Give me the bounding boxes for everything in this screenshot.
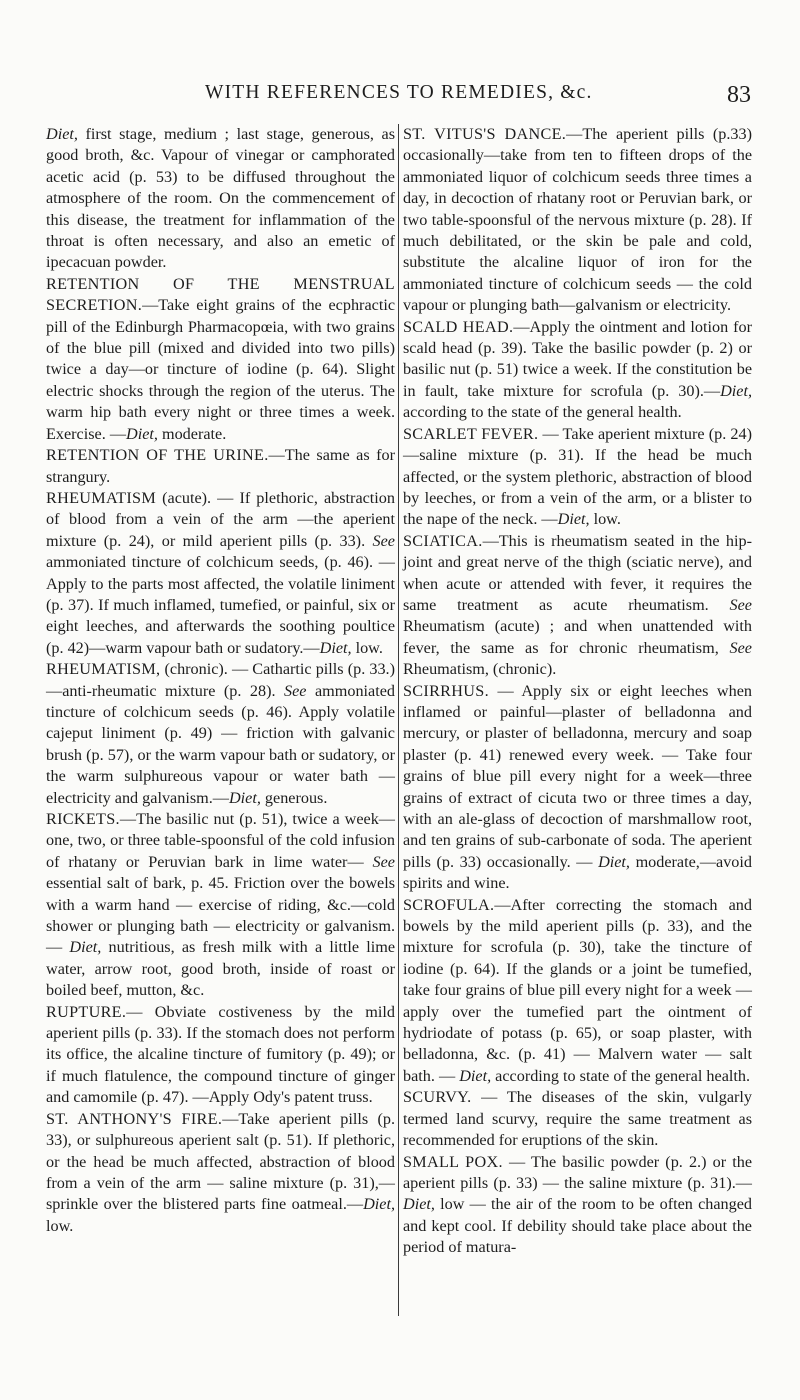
italic-term: Diet, — [720, 381, 752, 400]
entry — [46, 274, 395, 445]
right-column — [403, 124, 752, 1259]
entry-text: — Take aperient mixture (p. 24)—saline mixture (p. 31). If the head be much affected, or the system plethoric, abstraction of blood by leeches, or from a vein of the arm, or a blister to the nape of the neck. — — [403, 424, 753, 529]
italic-term: Diet, — [459, 1066, 492, 1085]
entry-heading: SCIATICA. — [403, 531, 483, 550]
entry-text: — Obviate costiveness by the mild aperient pills (p. 33). If the stomach does not perform its office, the alcaline tincture of fumitory (p. 49); or if much flatulence, the compound tincture of ginger and camomile (p. 47). —Apply Ody's patent truss. — [46, 1002, 395, 1107]
entry-text: low — the air of the room to be often changed and kept cool. If debility should take place about the period of matura- — [403, 1195, 752, 1257]
entry-heading: SCROFULA. — [403, 895, 495, 914]
entry-text: — The basilic powder (p. 2.) or the aperient pills (p. 33) — the saline mixture (p. 31).— — [403, 1152, 752, 1192]
italic-term: Diet, — [46, 125, 78, 143]
entry-heading: SMALL POX. — [403, 1152, 503, 1171]
entry — [403, 1087, 752, 1151]
entry — [403, 895, 752, 1088]
entry-text: —Take aperient pills (p. 33), or sulphureous aperient salt (p. 51). If plethoric, or the head be much affected, abstraction of blood from a vein of the arm — saline mixture (p. 31),—sprinkle over the blistered parts fine oatmeal.— — [46, 1109, 395, 1214]
entry-text: (acute). — If plethoric, abstraction of blood from a vein of the arm —the aperient mixture (p. 24), or mild aperient pills (p. 33). — [46, 488, 395, 550]
italic-term: See — [729, 638, 752, 657]
italic-term: Diet, — [126, 424, 158, 443]
entry-text: —The aperient pills (p.33) occasionally—take from ten to fifteen drops of the ammoniated liquor of colchicum seeds three times a day, in decoction of rhatany root or Peruvian bark, or two table-spoonsful of the nervous mixture (p. 28). If much debilitated, or the skin be pale and cold, substitute the alcaline liquor of iron for the ammoniated tincture of colchicum seeds — the cold vapour or plunging bath—galvanism or electricity. — [403, 125, 752, 315]
entry — [403, 424, 752, 531]
running-head: WITH REFERENCES TO REMEDIES, &c. — [205, 82, 593, 103]
entry — [46, 124, 395, 274]
entry-text: —After correcting the stomach and bowels by the mild aperient pills (p. 33), and the mixture for scrofula (p. 30), take the tincture of iodine (p. 64). If the glands or a joint be tumefied, take four grains of blue pill every night for a week — apply over the tumefied part the ointment of hydriodate of potass (p. 65), or soap plaster, with belladonna, &c. (p. 41) — Malvern water — salt bath. — — [403, 895, 752, 1085]
entry — [403, 681, 752, 895]
entry-heading: SCARLET FEVER. — [403, 424, 539, 443]
entry-text: according to state of the general health. — [491, 1066, 751, 1085]
entry — [46, 445, 395, 488]
entry-heading: SCURVY. — [403, 1088, 472, 1107]
italic-term: Diet, — [228, 788, 261, 807]
entry-heading: RHEUMATISM — [46, 488, 157, 507]
entry-heading: SCIRRHUS. — [403, 681, 489, 700]
entry-text: moderate. — [157, 424, 227, 443]
italic-term: See — [284, 681, 307, 700]
entry-text: low. — [46, 1216, 74, 1235]
entry-text: —Apply the ointment and lotion for scald head (p. 39). Take the basilic powder (p. 2) or basilic nut (p. 51) twice a week. If the constitution be in fault, take mixture for scrofula (p. 30).— — [403, 317, 752, 400]
entry-heading: SCALD HEAD. — [403, 317, 514, 336]
entry-text: low. — [351, 638, 383, 657]
entry-text: Rheumatism (acute) ; and when unattended with fever, the same as for chronic rheumatism, — [403, 617, 752, 657]
entry-text: moderate,—avoid spirits and wine. — [403, 852, 752, 893]
entry — [403, 531, 752, 681]
entry-text: —The same as for strangury. — [46, 446, 395, 486]
italic-term: Diet, — [363, 1195, 395, 1214]
entry-text: low. — [589, 510, 621, 529]
italic-term: See — [372, 852, 395, 871]
entry-text: — The diseases of the skin, vulgarly termed land scurvy, require the same treatment as recommended for eruptions of the skin. — [403, 1088, 752, 1150]
entry-text: — Apply six or eight leeches when inflamed or painful—plaster of belladonna and mercury, or plaster of belladonna, mercury and soap plaster (p. 41) renewed every week. — Take four grains of blue pill every night for a week—three grains of extract of cicuta two or three times a day, with an ale-glass of decoction of marshmallow root, and ten grains of sub-carbonate of soda. The aperient pills (p. 33) occasionally. — — [403, 681, 752, 871]
entry — [403, 317, 752, 424]
entry-text: generous. — [260, 788, 328, 807]
entry-text: —Take eight grains of the ecphractic pill of the Edinburgh Pharmacopœia, with two grains of the blue pill (mixed and divided into two pills) twice a day—or tincture of iodine (p. 64). Slight electric shocks through the region of the uterus. The warm hip bath every night or three times a week. Exercise. — — [46, 296, 395, 443]
entry-text: (chronic). — Cathartic pills (p. 33.)—anti-rheumatic mixture (p. 28). — [46, 660, 395, 700]
column-divider — [398, 124, 399, 1316]
entry-text: ammoniated tincture of colchicum seeds, (p. 46). — Apply to the parts most affected, the volatile liniment (p. 37). If much inflamed, tumefied, or painful, six or eight leeches, and afterwards the soothing poultice (p. 42)—warm vapour bath or sudatory.— — [46, 553, 395, 657]
entry-text: —This is rheumatism seated in the hip-joint and great nerve of the thigh (sciatic nerve), and when acute or attended with fever, it requires the same treatment as acute rheumatism. — [403, 531, 752, 614]
italic-term: Diet, — [557, 510, 590, 529]
entry-heading: ST. VITUS'S DANCE. — [403, 125, 567, 143]
entry-text: first stage, medium ; last stage, generous, as good broth, &c. Vapour of vinegar or camphorated acetic acid (p. 53) to be diffused throughout the atmosphere of the room. On the commencement of this disease, the treatment for inflammation of the throat is often necessary, and also an emetic of ipecacuan powder. — [46, 125, 395, 272]
italic-term: Diet, — [598, 852, 630, 871]
italic-term: Diet, — [69, 938, 102, 957]
entry-text: according to the state of the general health. — [403, 403, 682, 422]
italic-term: See — [372, 531, 395, 550]
entry-heading: RHEUMATISM, — [46, 660, 161, 679]
left-column — [46, 124, 395, 1237]
italic-term: See — [729, 595, 752, 614]
entry — [46, 1002, 395, 1109]
entry-heading: RETENTION OF THE MENSTRUAL SECRETION. — [46, 274, 395, 315]
entry — [46, 809, 395, 1002]
entry — [46, 659, 395, 809]
entry — [46, 488, 395, 659]
page-number: 83 — [727, 82, 751, 108]
entry-text: ammoniated tincture of colchicum seeds (p. 46). Apply volatile cajeput liniment (p. 49) — friction with galvanic brush (p. 57), or the warm vapour bath or sudatory, or the warm sulphureous vapour or water bath — electricity and galvanism.— — [46, 681, 396, 807]
entry-heading: ST. ANTHONY'S FIRE. — [46, 1109, 223, 1128]
entry-text: essential salt of bark, p. 45. Friction over the bowels with a warm hand — exercise of riding, &c.—cold shower or plunging bath — electricity or galvanism. — — [46, 874, 395, 957]
entry-heading: RETENTION OF THE URINE. — [46, 446, 269, 465]
entry — [403, 1152, 752, 1259]
entry-text: —The basilic nut (p. 51), twice a week— one, two, or three table-spoonsful of the cold infusion of rhatany or Peruvian bark in lime water— — [46, 810, 395, 871]
entry — [403, 124, 752, 317]
entry-text: Rheumatism, (chronic). — [403, 660, 557, 679]
entry — [46, 1109, 395, 1237]
entry-heading: RUPTURE. — [46, 1002, 127, 1021]
italic-term: Diet, — [403, 1195, 435, 1214]
page-header — [0, 82, 800, 112]
italic-term: Diet, — [319, 638, 352, 657]
entry-heading: RICKETS. — [46, 810, 120, 828]
entry-text: nutritious, as fresh milk with a little lime water, arrow root, good broth, inside of roast or boiled beef, mutton, &c. — [46, 938, 396, 1000]
